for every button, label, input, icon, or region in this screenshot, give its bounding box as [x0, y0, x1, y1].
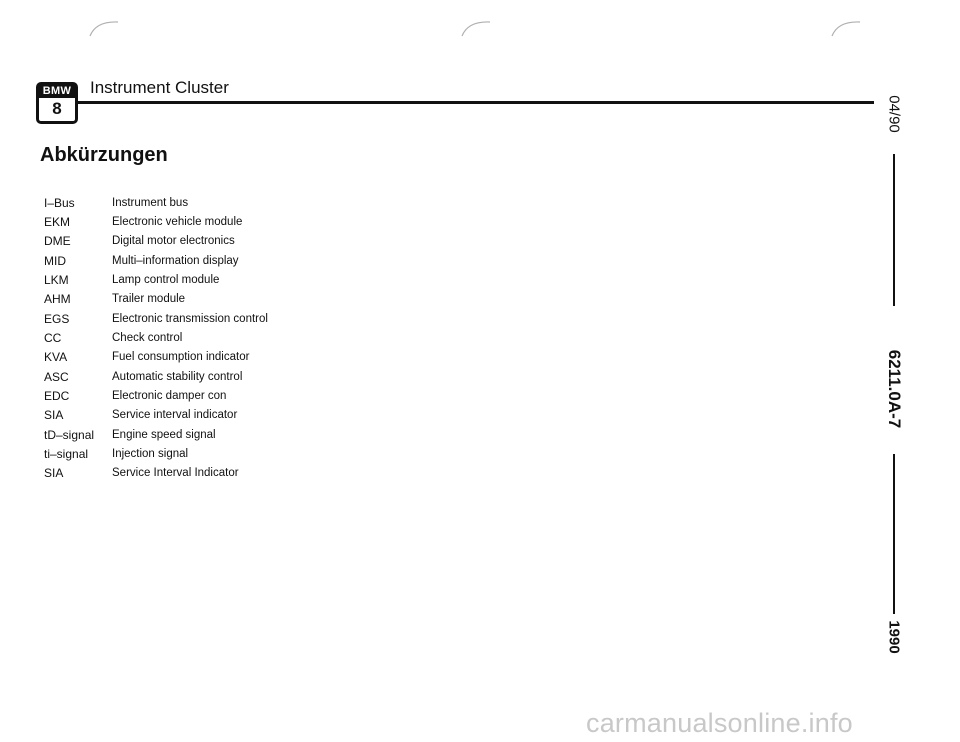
- abbreviation-definition: Service Interval Indicator: [112, 467, 239, 480]
- list-item: [44, 406, 268, 425]
- abbreviation-definition: Lamp control module: [112, 274, 220, 287]
- side-divider-line: [893, 454, 895, 614]
- abbreviation-definition: Electronic transmission control: [112, 312, 268, 325]
- list-item: [44, 270, 268, 289]
- abbreviation-definition: Electronic vehicle module: [112, 216, 243, 229]
- abbreviation-term: ti–signal: [44, 447, 89, 462]
- list-item: [44, 290, 268, 309]
- list-item: [44, 444, 268, 463]
- abbreviation-definition: Fuel consumption indicator: [112, 351, 250, 364]
- list-item: [44, 464, 268, 483]
- list-item: [44, 367, 268, 386]
- abbreviation-term: SIA: [44, 466, 64, 481]
- abbreviation-definition: Service interval indicator: [112, 409, 238, 422]
- issue-date: 04/90: [885, 95, 903, 133]
- list-item: [44, 328, 268, 347]
- abbreviation-term: DME: [44, 234, 71, 249]
- abbreviation-term: KVA: [44, 350, 68, 365]
- abbreviation-definition: Injection signal: [112, 448, 189, 461]
- list-item: [44, 309, 268, 328]
- binding-mark-right: [830, 18, 864, 38]
- list-item: [44, 251, 268, 270]
- abbreviation-term: SIA: [44, 408, 64, 423]
- section-heading: Abkürzungen: [40, 144, 168, 166]
- logo-brand-text: BMW: [39, 85, 75, 98]
- list-item: [44, 193, 268, 212]
- document-code: 6211.0A-7: [885, 349, 904, 429]
- list-item: [44, 232, 268, 251]
- side-divider-line: [893, 154, 895, 306]
- abbreviation-term: EGS: [44, 311, 70, 326]
- abbreviation-definition: Digital motor electronics: [112, 235, 235, 248]
- abbreviation-term: LKM: [44, 273, 69, 288]
- abbreviation-list: [44, 193, 268, 483]
- list-item: [44, 425, 268, 444]
- abbreviation-definition: Check control: [112, 332, 183, 345]
- list-item: [44, 212, 268, 231]
- page-title: Instrument Cluster: [90, 78, 229, 97]
- abbreviation-term: EKM: [44, 215, 71, 230]
- abbreviation-definition: Automatic stability control: [112, 370, 243, 383]
- side-reference-column: [876, 84, 912, 674]
- watermark-text: carmanualsonline.info: [586, 708, 853, 738]
- bmw-8-logo: [36, 82, 78, 124]
- header-divider: [78, 101, 874, 104]
- abbreviation-term: ASC: [44, 369, 69, 384]
- abbreviation-term: EDC: [44, 389, 70, 404]
- abbreviation-definition: Engine speed signal: [112, 428, 216, 441]
- list-item: [44, 348, 268, 367]
- abbreviation-term: CC: [44, 331, 62, 346]
- binding-mark-center: [460, 18, 494, 38]
- abbreviation-definition: Electronic damper con: [112, 390, 227, 403]
- abbreviation-term: tD–signal: [44, 427, 95, 442]
- binding-mark-left: [88, 18, 122, 38]
- logo-series-number: 8: [52, 99, 62, 118]
- abbreviation-definition: Instrument bus: [112, 196, 189, 209]
- abbreviation-term: MID: [44, 253, 66, 268]
- abbreviation-term: I–Bus: [44, 195, 75, 210]
- list-item: [44, 386, 268, 405]
- abbreviation-definition: Trailer module: [112, 293, 186, 306]
- abbreviation-term: AHM: [44, 292, 71, 307]
- publication-year: 1990: [885, 620, 903, 654]
- abbreviation-definition: Multi–information display: [112, 254, 239, 267]
